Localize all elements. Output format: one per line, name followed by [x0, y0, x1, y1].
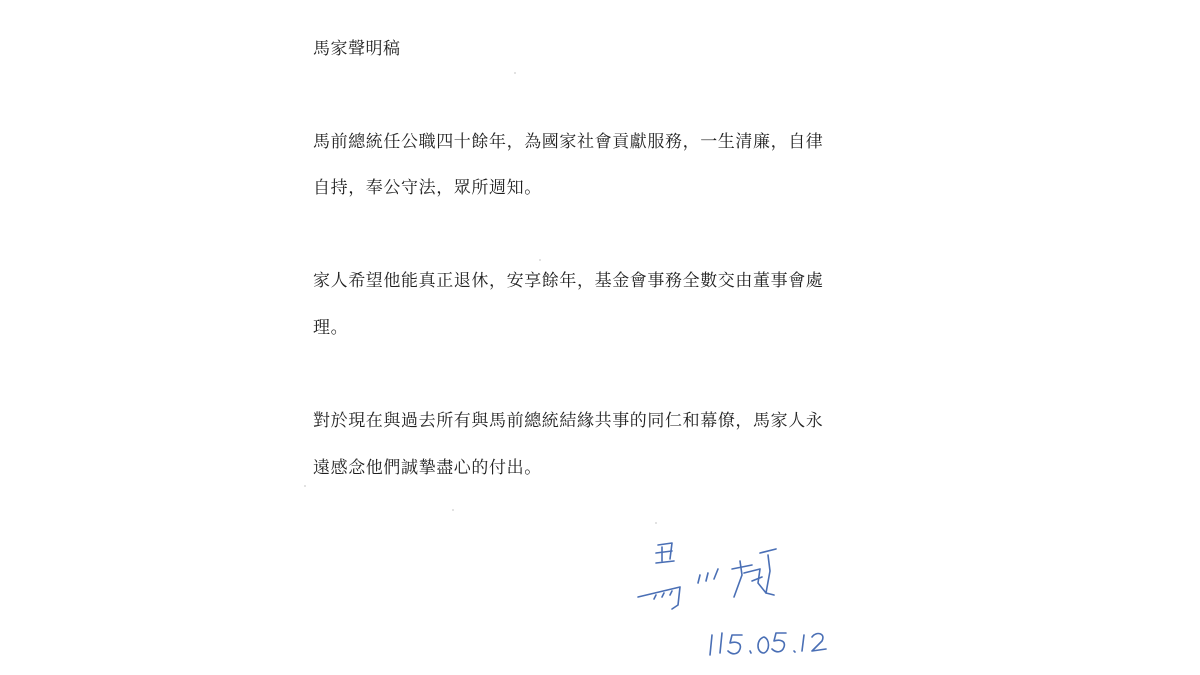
scan-speck	[514, 72, 516, 74]
scan-speck	[539, 259, 541, 261]
scan-speck	[304, 485, 306, 487]
paragraph-3-line-1: 對於現在與過去所有與馬前總統結緣共事的同仁和幕僚，馬家人永	[313, 411, 824, 431]
paragraph-2-line-1: 家人希望他能真正退休，安享餘年，基金會事務全數交由董事會處	[313, 271, 824, 291]
handwritten-signature	[628, 535, 798, 615]
scan-speck	[655, 522, 657, 524]
paragraph-2-line-2: 理。	[313, 318, 349, 338]
paragraph-1-line-2: 自持，奉公守法，眾所週知。	[313, 178, 542, 198]
paragraph-3-line-2: 遠感念他們誠摯盡心的付出。	[313, 458, 542, 478]
document-title: 馬家聲明稿	[313, 39, 401, 59]
paragraph-1-line-1: 馬前總統任公職四十餘年，為國家社會貢獻服務，一生清廉，自律	[313, 132, 824, 152]
handwritten-date	[700, 627, 830, 661]
scan-speck	[452, 509, 454, 511]
